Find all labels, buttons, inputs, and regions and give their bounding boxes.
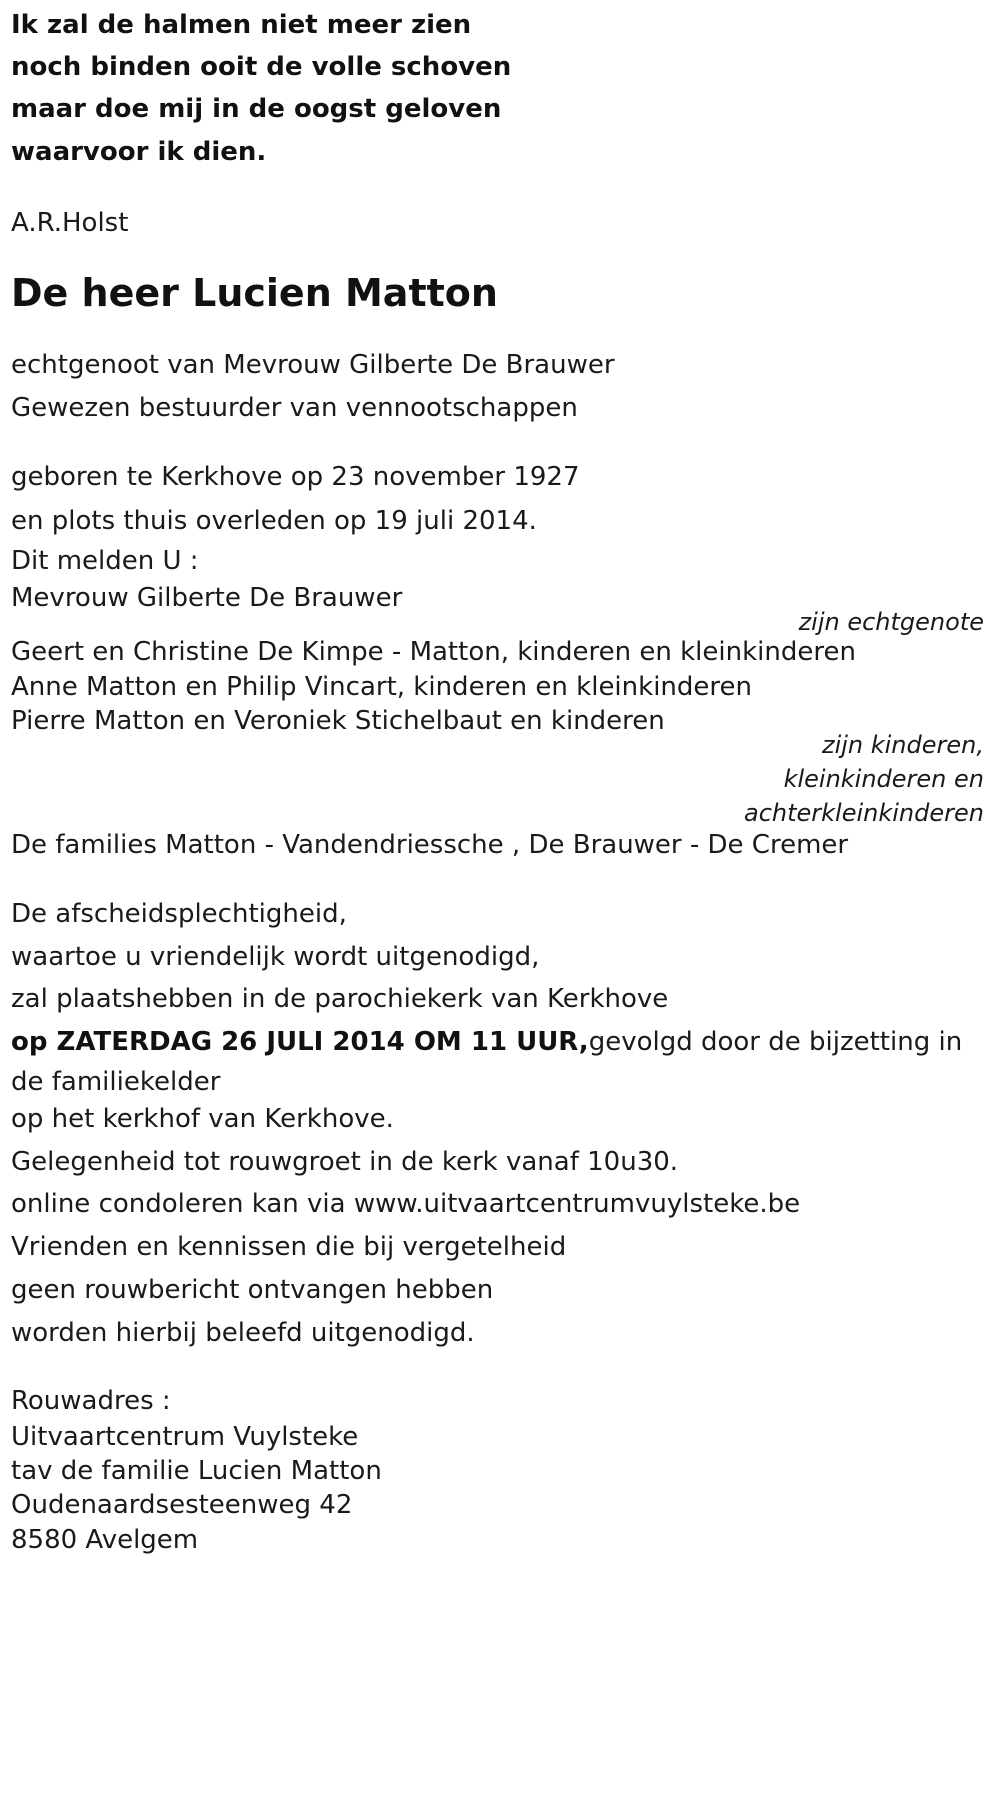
- ceremony-line-10: worden hierbij beleefd uitgenodigd.: [11, 1318, 475, 1348]
- ceremony-date-rest: gevolgd door de bijzetting in de familiekelder: [11, 1027, 963, 1097]
- address-line-1: Uitvaartcentrum Vuylsteke: [11, 1422, 359, 1452]
- announcer-child-1: Geert en Christine De Kimpe - Matton, kinderen en kleinkinderen: [11, 637, 856, 667]
- poem-line-2: noch binden ooit de volle schoven: [11, 52, 512, 82]
- ceremony-line-6: Gelegenheid tot rouwgroet in de kerk vanaf 10u30.: [11, 1147, 679, 1177]
- poem-line-4: waarvoor ik dien.: [11, 137, 267, 167]
- announcer-spouse-name: Mevrouw Gilberte De Brauwer: [11, 583, 403, 613]
- address-label: Rouwadres :: [11, 1386, 171, 1416]
- address-line-2: tav de familie Lucien Matton: [11, 1456, 382, 1486]
- died-line: en plots thuis overleden op 19 juli 2014.: [11, 506, 537, 536]
- children-role-2: kleinkinderen en: [783, 765, 984, 793]
- deceased-name: De heer Lucien Matton: [11, 271, 498, 315]
- families-line: De families Matton - Vandendriessche , De Brauwer - De Cremer: [11, 830, 849, 860]
- children-role-1: zijn kinderen,: [821, 731, 984, 759]
- poem-line-3: maar doe mij in de oogst geloven: [11, 94, 502, 124]
- ceremony-line-5: op het kerkhof van Kerkhove.: [11, 1104, 394, 1134]
- announcer-child-2: Anne Matton en Philip Vincart, kinderen en kleinkinderen: [11, 672, 752, 702]
- poem-author: A.R.Holst: [11, 208, 129, 238]
- children-role-3: achterkleinkinderen: [744, 799, 984, 827]
- ceremony-line-7: online condoleren kan via www.uitvaartcentrumvuylsteke.be: [11, 1189, 801, 1219]
- ceremony-line-8: Vrienden en kennissen die bij vergetelheid: [11, 1232, 567, 1262]
- address-line-3: Oudenaardsesteenweg 42: [11, 1490, 353, 1520]
- announcer-spouse-role: zijn echtgenote: [798, 608, 984, 636]
- ceremony-line-9: geen rouwbericht ontvangen hebben: [11, 1275, 494, 1305]
- spouse-line: echtgenoot van Mevrouw Gilberte De Brauwer: [11, 350, 615, 380]
- announcer-child-3: Pierre Matton en Veroniek Stichelbaut en kinderen: [11, 706, 665, 736]
- ceremony-line-3: zal plaatshebben in de parochiekerk van Kerkhove: [11, 984, 669, 1014]
- occupation-line: Gewezen bestuurder van vennootschappen: [11, 393, 578, 423]
- ceremony-date-paragraph: [11, 1022, 971, 1102]
- ceremony-line-1: De afscheidsplechtigheid,: [11, 899, 347, 929]
- ceremony-line-2: waartoe u vriendelijk wordt uitgenodigd,: [11, 942, 540, 972]
- address-line-4: 8580 Avelgem: [11, 1525, 199, 1555]
- born-line: geboren te Kerkhove op 23 november 1927: [11, 462, 580, 492]
- poem-line-1: Ik zal de halmen niet meer zien: [11, 10, 472, 40]
- announcers-intro: Dit melden U :: [11, 546, 199, 576]
- ceremony-date-bold: op ZATERDAG 26 JULI 2014 OM 11 UUR,: [11, 1027, 589, 1057]
